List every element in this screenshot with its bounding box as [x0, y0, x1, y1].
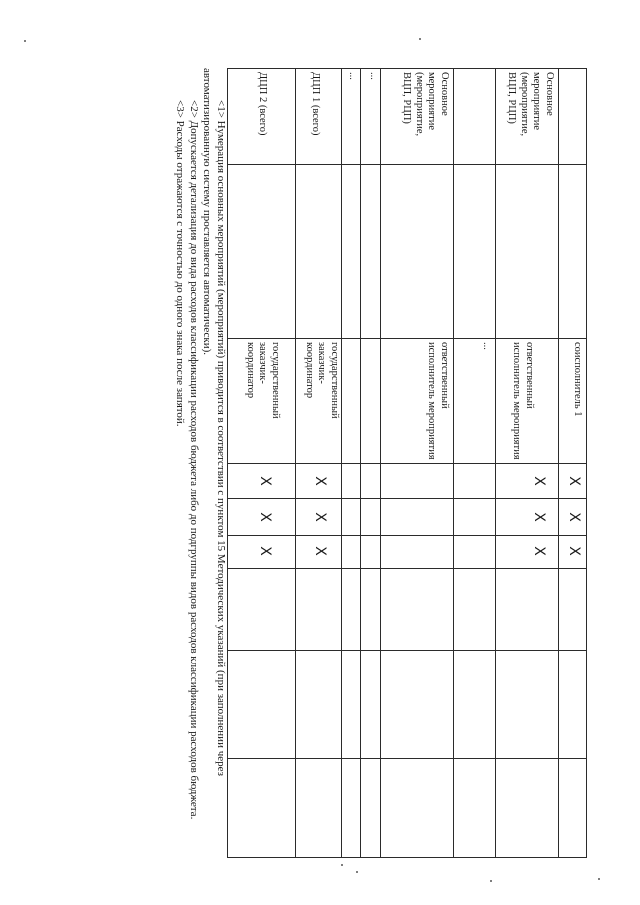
scan-speck	[341, 864, 343, 866]
table-border-left	[227, 68, 587, 69]
table-cell-label: ДЦП 1 (всего)	[310, 72, 321, 136]
scan-speck	[356, 871, 358, 873]
x-mark: X	[312, 546, 328, 556]
footnote-1: <1> Нумерация основных мероприятий (мероприятий) приводится в соответствии с пунктом 15 Методических указаний (при заполнении через автоматизированную систему проставляется автоматически).	[201, 68, 227, 776]
x-mark: X	[566, 546, 582, 556]
x-mark: X	[257, 546, 273, 556]
table-cell-executor: соисполнитель 1	[572, 342, 583, 417]
table-cell-label: Основное мероприятие (мероприятие, ВЦП, РЦП)	[506, 72, 555, 137]
column-divider	[227, 463, 587, 464]
table-cell-executor: ...	[481, 342, 492, 350]
footnotes	[173, 68, 227, 858]
column-divider	[227, 498, 587, 499]
table-cell-executor: ответственный исполнитель мероприятия	[511, 342, 535, 460]
x-mark: X	[531, 546, 547, 556]
scan-speck	[598, 878, 600, 880]
table-cell-executor: ответственный исполнитель мероприятия	[426, 342, 450, 460]
table-cell-label: Основное мероприятие (мероприятие, ВЦП, РЦП)	[401, 72, 450, 137]
column-divider	[227, 535, 587, 536]
x-mark: X	[531, 476, 547, 486]
x-mark: X	[566, 476, 582, 486]
scan-speck	[419, 38, 421, 40]
footnote-3: <3> Расходы отражаются с точностью до одного знака после запятой.	[174, 100, 187, 427]
column-divider	[227, 650, 587, 651]
scan-speck	[490, 880, 492, 882]
x-mark: X	[312, 476, 328, 486]
x-mark: X	[257, 512, 273, 522]
budget-table	[227, 68, 587, 858]
column-divider	[227, 758, 587, 759]
column-divider	[227, 568, 587, 569]
footnote-2: <2> Допускается детализация до вида расходов классификации расходов бюджета либо до подгруппы видов расходов классификации расходов бюджета.	[188, 100, 200, 820]
column-divider	[227, 338, 587, 339]
x-mark: X	[566, 512, 582, 522]
x-mark: X	[257, 476, 273, 486]
table-border-right	[227, 857, 587, 858]
table-cell-executor: государственный заказчик-координатор	[304, 342, 340, 419]
table-cell-label: ...	[347, 72, 358, 80]
table-cell-executor: государственный заказчик-координатор	[245, 342, 281, 419]
x-mark: X	[531, 512, 547, 522]
column-divider	[227, 164, 587, 165]
scan-speck	[24, 40, 26, 42]
x-mark: X	[312, 512, 328, 522]
table-cell-label: ...	[368, 72, 379, 80]
table-cell-label: ДЦП 2 (всего)	[257, 72, 268, 136]
